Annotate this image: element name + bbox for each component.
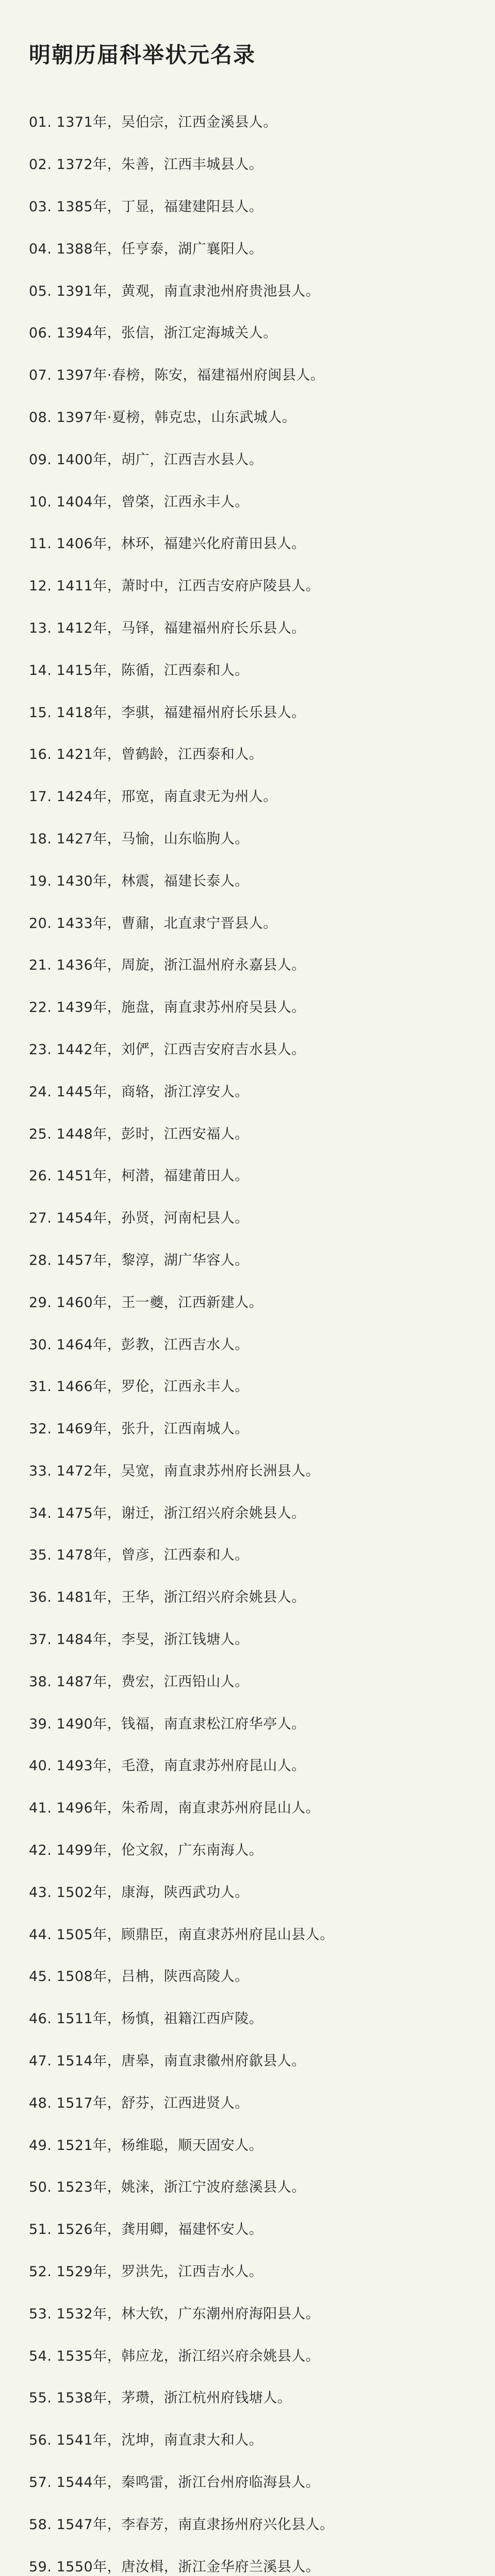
list-item: 50. 1523年，姚涞，浙江宁波府慈溪县人。 (29, 2179, 306, 2196)
list-item: 13. 1412年，马铎，福建福州府长乐县人。 (29, 620, 306, 636)
list-item: 54. 1535年，韩应龙，浙江绍兴府余姚县人。 (29, 2348, 320, 2364)
list-item: 11. 1406年，林环，福建兴化府莆田县人。 (29, 536, 306, 552)
list-item: 19. 1430年，林震，福建长泰人。 (29, 873, 249, 889)
list-item: 07. 1397年·春榜，陈安，福建福州府闽县人。 (29, 367, 325, 384)
list-item: 48. 1517年，舒芬，江西进贤人。 (29, 2095, 249, 2111)
list-item: 52. 1529年，罗洪先，江西吉水人。 (29, 2264, 263, 2280)
list-item: 34. 1475年，谢迁，浙江绍兴府余姚县人。 (29, 1505, 306, 1521)
list-item: 08. 1397年·夏榜，韩克忠，山东武城人。 (29, 409, 296, 426)
list-item: 45. 1508年，吕柟，陕西高陵人。 (29, 1969, 249, 1985)
list-item: 04. 1388年，任亨泰，湖广襄阳人。 (29, 241, 263, 257)
list-item: 36. 1481年，王华，浙江绍兴府余姚县人。 (29, 1589, 306, 1606)
list-item: 29. 1460年，王一夔，江西新建人。 (29, 1294, 263, 1311)
list-item: 17. 1424年，邢宽，南直隶无为州人。 (29, 789, 277, 805)
list-item: 55. 1538年，茅瓒，浙江杭州府钱塘人。 (29, 2390, 292, 2406)
list-item: 46. 1511年，杨慎，祖籍江西庐陵。 (29, 2011, 263, 2027)
list-item: 42. 1499年，伦文叙，广东南海人。 (29, 1842, 263, 1859)
page-title: 明朝历届科举状元名录 (29, 42, 256, 67)
list-item: 44. 1505年，顾鼎臣，南直隶苏州府昆山县人。 (29, 1926, 334, 1943)
list-item: 02. 1372年，朱善，江西丰城县人。 (29, 157, 263, 173)
list-item: 14. 1415年，陈循，江西泰和人。 (29, 662, 249, 679)
list-item: 20. 1433年，曹鼐，北直隶宁晋县人。 (29, 915, 277, 931)
list-item: 30. 1464年，彭教，江西吉水人。 (29, 1336, 249, 1353)
list-item: 27. 1454年，孙贤，河南杞县人。 (29, 1210, 249, 1227)
list-item: 49. 1521年，杨维聪，顺天固安人。 (29, 2137, 263, 2154)
list-item: 10. 1404年，曾棨，江西永丰人。 (29, 494, 249, 510)
list-item: 23. 1442年，刘俨，江西吉安府吉水县人。 (29, 1041, 306, 1058)
list-item: 16. 1421年，曾鹤龄，江西泰和人。 (29, 747, 263, 763)
list-item: 57. 1544年，秦鸣雷，浙江台州府临海县人。 (29, 2475, 320, 2491)
list-item: 24. 1445年，商辂，浙江淳安人。 (29, 1083, 249, 1100)
list-item: 05. 1391年，黄观，南直隶池州府贵池县人。 (29, 283, 320, 299)
list-item: 15. 1418年，李骐，福建福州府长乐县人。 (29, 704, 306, 721)
list-item: 26. 1451年，柯潜，福建莆田人。 (29, 1168, 249, 1184)
list-item: 22. 1439年，施盘，南直隶苏州府吴县人。 (29, 999, 306, 1016)
list-item: 28. 1457年，黎淳，湖广华容人。 (29, 1252, 249, 1268)
list-item: 59. 1550年，唐汝楫，浙江金华府兰溪县人。 (29, 2558, 320, 2575)
list-item: 21. 1436年，周旋，浙江温州府永嘉县人。 (29, 957, 306, 974)
list-item: 01. 1371年，吴伯宗，江西金溪县人。 (29, 114, 277, 131)
list-item: 06. 1394年，张信，浙江定海城关人。 (29, 325, 277, 342)
list-item: 31. 1466年，罗伦，江西永丰人。 (29, 1379, 249, 1395)
list-item: 33. 1472年，吴宽，南直隶苏州府长洲县人。 (29, 1463, 320, 1479)
list-item: 39. 1490年，钱福，南直隶松江府华亭人。 (29, 1716, 306, 1732)
list-item: 35. 1478年，曾彦，江西泰和人。 (29, 1547, 249, 1564)
list-item: 53. 1532年，林大钦，广东潮州府海阳县人。 (29, 2306, 320, 2322)
list-item: 40. 1493年，毛澄，南直隶苏州府昆山人。 (29, 1758, 306, 1774)
list-item: 32. 1469年，张升，江西南城人。 (29, 1421, 249, 1437)
zhuangyuan-list (29, 100, 464, 2576)
list-item: 43. 1502年，康海，陕西武功人。 (29, 1884, 249, 1901)
list-item: 25. 1448年，彭时，江西安福人。 (29, 1126, 249, 1142)
list-item: 37. 1484年，李旻，浙江钱塘人。 (29, 1632, 249, 1648)
list-item: 41. 1496年，朱希周，南直隶苏州府昆山人。 (29, 1800, 320, 1817)
list-item: 03. 1385年，丁显，福建建阳县人。 (29, 198, 263, 215)
list-item: 09. 1400年，胡广，江西吉水县人。 (29, 451, 263, 468)
list-item: 58. 1547年，李春芳，南直隶扬州府兴化县人。 (29, 2516, 334, 2533)
list-item: 56. 1541年，沈坤，南直隶大和人。 (29, 2432, 263, 2449)
list-item: 12. 1411年，萧时中，江西吉安府庐陵县人。 (29, 578, 320, 595)
list-item: 47. 1514年，唐皋，南直隶徽州府歙县人。 (29, 2053, 306, 2070)
list-item: 18. 1427年，马愉，山东临朐人。 (29, 831, 249, 847)
list-item: 51. 1526年，龚用卿，福建怀安人。 (29, 2222, 263, 2238)
list-item: 38. 1487年，费宏，江西铅山人。 (29, 1673, 249, 1690)
